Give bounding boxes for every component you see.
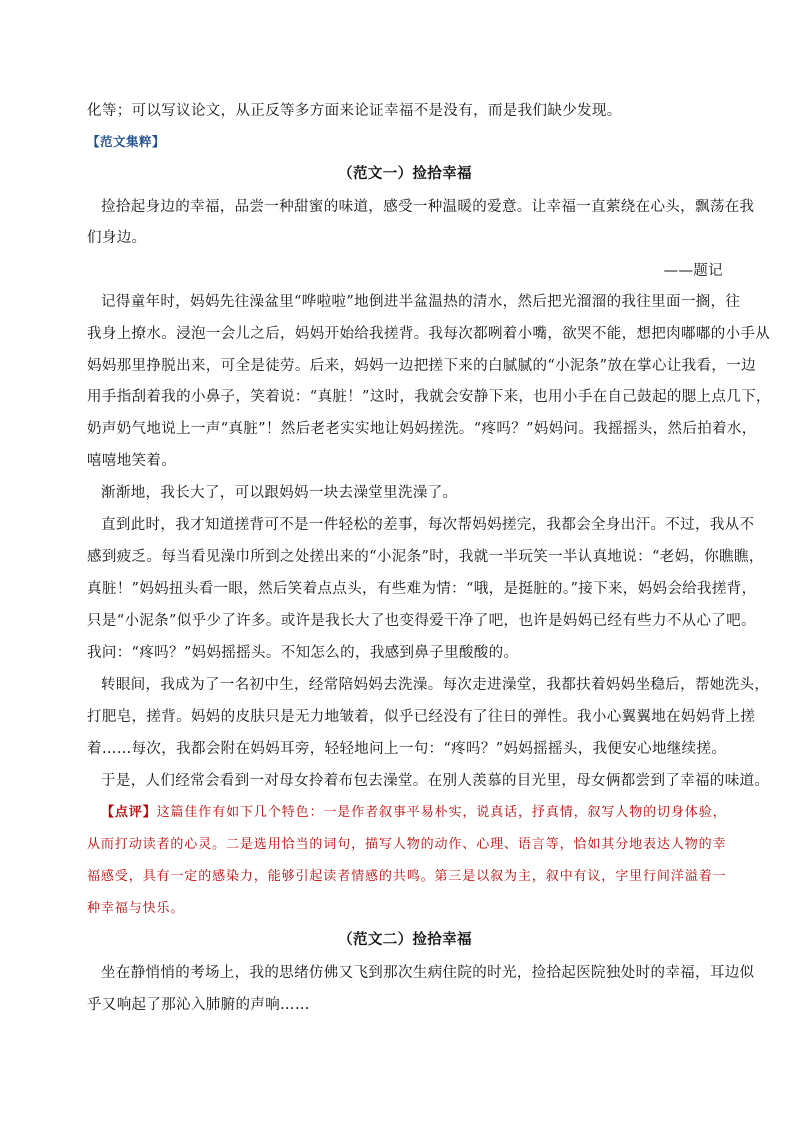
comment-tag: 【点评】 bbox=[101, 805, 157, 820]
paragraph-line: 只是“小泥条”似乎少了许多。或许是我长大了也变得爱干净了吧，也许是妈妈已经有些力不从心了吧。 bbox=[87, 613, 756, 629]
intro-line: 化等；可以写议论文，从正反等多方面来论证幸福不是没有，而是我们缺少发现。 bbox=[87, 103, 622, 119]
comment-line: 福感受，具有一定的感染力，能够引起读者情感的共鸣。第三是以叙为主，叙中有议，字里行间洋溢着一 bbox=[87, 869, 727, 884]
epigraph-line: 们身边。 bbox=[87, 230, 147, 246]
paragraph-line: 记得童年时，妈妈先往澡盆里“哗啦啦”地倒进半盆温热的清水，然后把光溜溜的我往里面一搁，往 bbox=[101, 294, 741, 310]
paragraph-line: 嘻嘻地笑着。 bbox=[87, 453, 177, 469]
paragraph-line: 转眼间，我成为了一名初中生，经常陪妈妈去洗澡。每次走进澡堂，我都扶着妈妈坐稳后，帮她洗头， bbox=[101, 677, 770, 693]
paragraph-line: 妈妈那里挣脱出来，可全是徒劳。后来，妈妈一边把搓下来的白腻腻的“小泥条”放在掌心让我看，一边 bbox=[87, 358, 756, 374]
paragraph-line: 用手指刮着我的小鼻子，笑着说：“真脏！”这时，我就会安静下来，也用小手在自己鼓起的腮上点几下， bbox=[87, 389, 771, 405]
paragraph-line: 打肥皂，搓背。妈妈的皮肤只是无力地皱着，似乎已经没有了往日的弹性。我小心翼翼地在妈妈背上搓 bbox=[87, 709, 756, 725]
paragraph-line: 奶声奶气地说上一声“真脏”！然后老老实实地让妈妈搓洗。“疼吗？”妈妈问。我摇摇头，然后拍着水， bbox=[87, 421, 757, 437]
paragraph-line: 坐在静悄悄的考场上，我的思绪仿佛又飞到那次生病住院的时光，捡拾起医院独处时的幸福，耳边似 bbox=[101, 965, 755, 981]
paragraph-line: 感到疲乏。每当看见澡巾所到之处搓出来的“小泥条”时，我就一半玩笑一半认真地说：“老妈，你瞧瞧， bbox=[87, 549, 764, 565]
comment-line bbox=[101, 803, 727, 823]
paragraph-line: 真脏！”妈妈扭头看一眼，然后笑着点点头，有些难为情：“哦，是挺脏的。”接下来，妈妈会给我搓背， bbox=[87, 581, 757, 597]
paragraph-line: 渐渐地，我长大了，可以跟妈妈一块去澡堂里洗澡了。 bbox=[101, 485, 458, 501]
paragraph-line: 我问：“疼吗？”妈妈摇摇头。不知怎么的，我感到鼻子里酸酸的。 bbox=[87, 645, 519, 661]
epigraph-line: 捡拾起身边的幸福，品尝一种甜蜜的味道，感受一种温暖的爱意。让幸福一直萦绕在心头，飘荡在我 bbox=[101, 199, 755, 215]
paragraph-line: 我身上撩水。浸泡一会儿之后，妈妈开始给我搓背。我每次都咧着小嘴，欲哭不能，想把肉嘟嘟的小手从 bbox=[87, 326, 771, 342]
section-tag: 【范文集粹】 bbox=[87, 134, 166, 149]
epigraph-label: ——题记 bbox=[663, 263, 723, 279]
comment-line: 从而打动读者的心灵。二是选用恰当的词句，描写人物的动作、心理、语言等，恰如其分地表达人物的幸 bbox=[87, 837, 727, 852]
paragraph-line: 着……每次，我都会附在妈妈耳旁，轻轻地问上一句：“疼吗？”妈妈摇摇头，我便安心地继续搓。 bbox=[87, 741, 727, 757]
comment-line: 种幸福与快乐。 bbox=[87, 901, 185, 916]
paragraph-line: 直到此时，我才知道搓背可不是一件轻松的差事，每次帮妈妈搓完，我都会全身出汗。不过，我从不 bbox=[101, 517, 755, 533]
essay1-title: （范文一）捡拾幸福 bbox=[338, 165, 472, 182]
essay2-title: （范文二）捡拾幸福 bbox=[338, 931, 472, 948]
paragraph-line: 乎又响起了那沁入肺腑的声响…… bbox=[87, 997, 310, 1013]
comment-text: 这篇佳作有如下几个特色：一是作者叙事平易朴实，说真话，抒真情，叙写人物的切身体验， bbox=[156, 805, 727, 820]
paragraph-line: 于是，人们经常会看到一对母女拎着布包去澡堂。在别人羡慕的目光里，母女俩都尝到了幸福的味道。 bbox=[101, 773, 770, 789]
